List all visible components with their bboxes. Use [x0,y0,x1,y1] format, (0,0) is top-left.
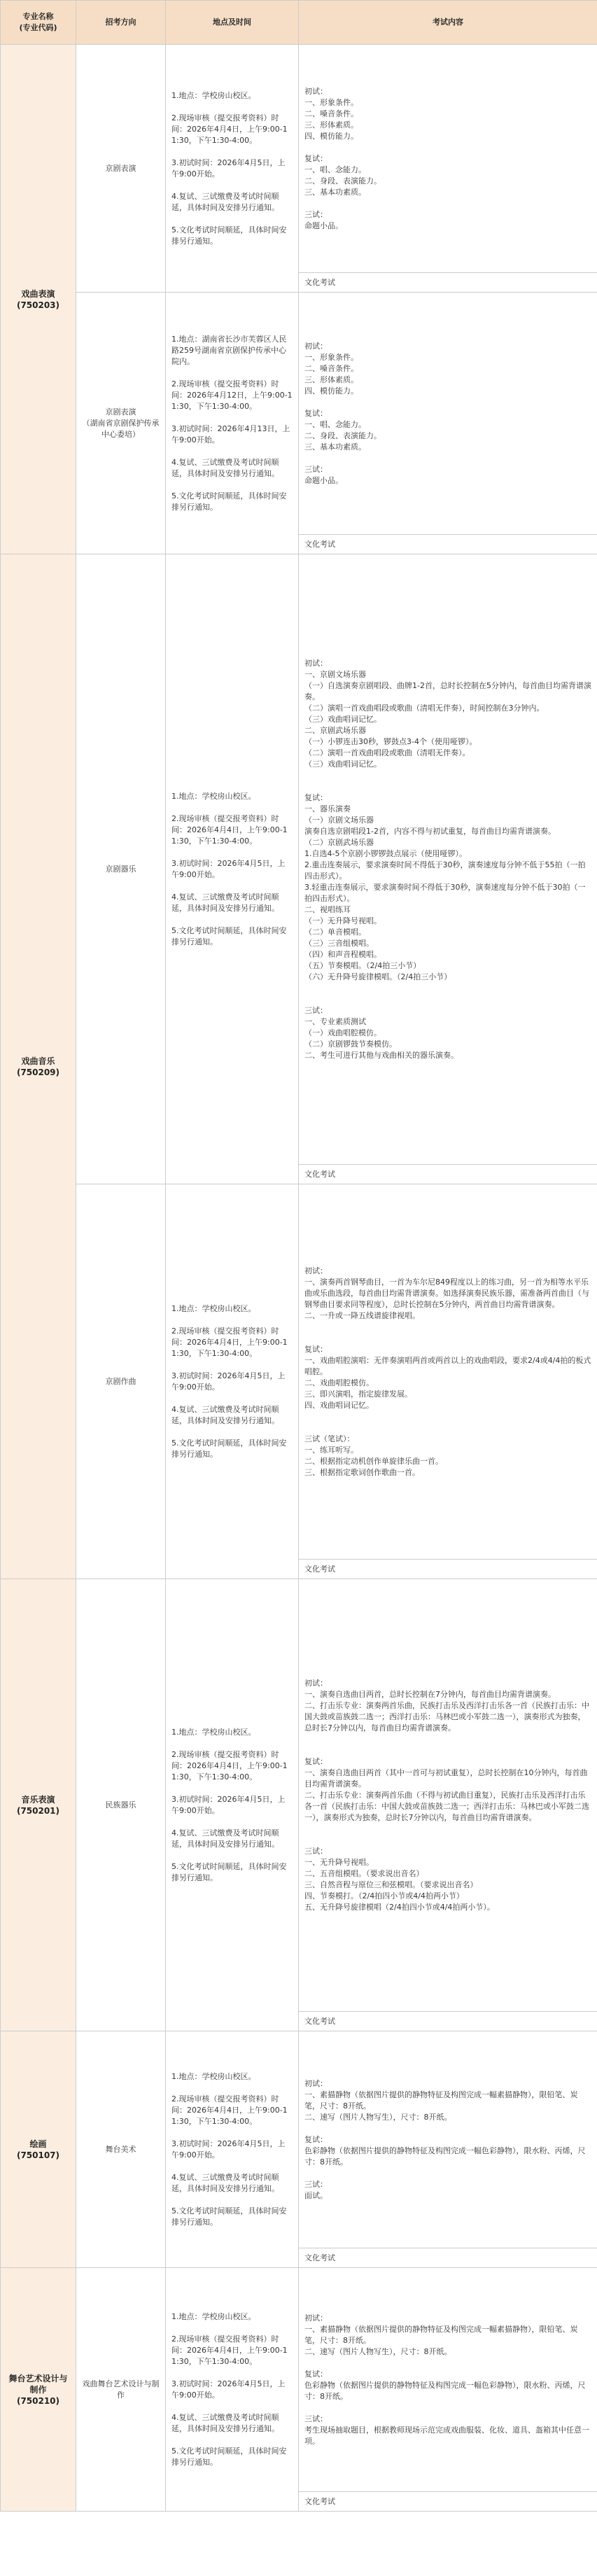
exam-content-cell: 初试： 一、演奏两首钢琴曲目，一首为车尔尼849程度以上的练习曲，另一首为相等水平乐曲或乐曲选段，每首曲目均需背谱演奏。如选择演奏民族乐器，需准备两首曲目（与钢琴曲目要求同等程度），总时长控制在5分钟内，两首曲目均需背谱演奏。 二、一升或一降五线谱旋律视唱。 复试： 一、戏曲唱腔演唱：无伴奏演唱两首或两首以上的戏曲唱段，要求2/4或4/4拍的板式唱腔。 二、戏曲唱腔模仿。 三、即兴演唱，指定旋律发展。 四、戏曲唱词记忆。 三试（笔试）： 一、练耳听写。 二、根据指定动机创作单旋律乐曲一首。 三、根据指定歌词创作歌曲一首。 [299,1184,597,1560]
culture-exam-cell: 文化考试 [299,1165,597,1184]
exam-content-cell: 初试： 一、形象条件。 二、嗓音条件。 三、形体素质。 四、模仿能力。 复试： 一、唱、念能力。 二、身段、表演能力。 三、基本功素质。 三试： 命题小品。 [299,293,597,535]
place-time-cell: 1.地点：湖南省长沙市芙蓉区人民路259号湖南省京剧保护传承中心院内。 2.现场审核（提交报考资料）时间：2026年4月12日，上午9:00-11:30，下午1:30-4:00。 3.初试时间：2026年4月13日，上午9:00开始。 4.复试、三试缴费及考试时间顺延，具体时间及安排另行通知。 5.文化考试时间顺延，具体时间安排另行通知。 [166,293,299,554]
direction-cell: 戏曲舞台艺术设计与制作 [76,2268,166,2512]
direction-cell: 京剧表演 [76,45,166,293]
culture-exam-cell: 文化考试 [299,535,597,554]
direction-cell: 京剧作曲 [76,1184,166,1579]
major-name: 舞台艺术设计与制作 (750210) [1,2268,76,2512]
table-row [1,2031,597,2248]
header-content: 考试内容 [299,1,597,45]
table-row [1,2268,597,2492]
exam-content-cell: 初试： 一、演奏自选曲目两首，总时长控制在7分钟内，每首曲目均需背谱演奏。 二、打击乐专业：演奏两首乐曲，民族打击乐及西洋打击乐各一首（民族打击乐：中国大鼓或苗族鼓二选一；西洋打击乐：马林巴或小军鼓二选一），演奏形式为独奏，总时长7分钟以内，每首曲目均需背谱演奏。 复试： 一、演奏自选曲目两首（其中一首可与初试重复），总时长控制在10分钟内，每首曲目均需背谱演奏。 二、打击乐专业：演奏两首乐曲（不得与初试曲目重复），民族打击乐及西洋打击乐各一首（民族打击乐：中国大鼓或苗族鼓二选一；西洋打击乐：马林巴或小军鼓二选一），演奏形式为独奏，总时长7分钟以内，每首曲目均需背谱演奏。 三试： 一、无升降号视唱。 二、五音组模唱。（要求说出音名） 三、自然音程与原位三和弦模唱。（要求说出音名） 四、节奏模打。（2/4拍四小节或4/4拍两小节） 五、无升降号旋律模唱（2/4拍四小节或4/4拍两小节）。 [299,1579,597,2012]
direction-cell: 舞台美术 [76,2031,166,2268]
place-time-cell: 1.地点：学校房山校区。 2.现场审核（提交报考资料）时间：2026年4月4日，上午9:00-11:30，下午1:30-4:00。 3.初试时间：2026年4月5日，上午9:00开始。 4.复试、三试缴费及考试时间顺延，具体时间及安排另行通知。 5.文化考试时间顺延，具体时间安排另行通知。 [166,1579,299,2031]
header-major: 专业名称 (专业代码) [1,1,76,45]
major-name: 绘画 (750107) [1,2031,76,2268]
major-name: 戏曲音乐 (750209) [1,554,76,1579]
header-direction: 招考方向 [76,1,166,45]
table-row [1,1579,597,2012]
exam-content-cell: 初试： 一、素描静物（依据图片提供的静物特征及构图完成一幅素描静物），限铅笔、炭笔，尺寸：8开纸。 二、速写（图片人物写生），尺寸：8开纸。 复试： 色彩静物（依据图片提供的静物特征及构图完成一幅色彩静物），限水粉、丙烯，尺寸：8开纸。 三试： 面试。 [299,2031,597,2248]
table-row [1,1184,597,1560]
direction-cell: 民族器乐 [76,1579,166,2031]
culture-exam-cell: 文化考试 [299,2248,597,2268]
culture-exam-cell: 文化考试 [299,2492,597,2512]
place-time-cell: 1.地点：学校房山校区。 2.现场审核（提交报考资料）时间：2026年4月4日，上午9:00-11:30，下午1:30-4:00。 3.初试时间：2026年4月5日，上午9:00开始。 4.复试、三试缴费及考试时间顺延，具体时间及安排另行通知。 5.文化考试时间顺延，具体时间安排另行通知。 [166,554,299,1184]
direction-cell: 京剧器乐 [76,554,166,1184]
exam-content-cell: 初试： 一、京剧文场乐器 （一）自选演奏京剧唱段、曲牌1-2首，总时长控制在5分钟内，每首曲目均需背谱演奏。 （二）演唱一首戏曲唱段或歌曲（清唱无伴奏），时间控制在3分钟内。 （三）戏曲唱词记忆。 二、京剧武场乐器 （一）小锣连击30秒，锣鼓点3-4个（使用哑锣）。 （二）演唱一首戏曲唱段或歌曲（清唱无伴奏）。 （三）戏曲唱词记忆。 复试： 一、器乐演奏 （一）京剧文场乐器 演奏自选京剧唱段1-2首，内容不得与初试重复，每首曲目均需背谱演奏。 （二）京剧武场乐器 1.自选4-5个京剧小锣锣鼓点展示（使用哑锣）。 2.重击连奏展示，要求演奏时间不得低于30秒，演奏速度每分钟不低于55拍（一拍四击形式）。 3.轻重击连奏展示，要求演奏时间不得低于30秒，演奏速度每分钟不低于30拍（一拍四击形式）。 二、视唱练耳 （一）无升降号视唱。 （二）单音模唱。 （三）三音组模唱。 （四）和声音程模唱。 （五）节奏模唱。（2/4拍三小节） （六）无升降号旋律模唱。（2/4拍三小节） 三试： 一、专业素质测试 （一）戏曲唱腔模仿。 （二）京剧锣鼓节奏模仿。 二、考生可进行其他与戏曲相关的器乐演奏。 [299,554,597,1165]
place-time-cell: 1.地点：学校房山校区。 2.现场审核（提交报考资料）时间：2026年4月4日，上午9:00-11:30，下午1:30-4:00。 3.初试时间：2026年4月5日，上午9:00开始。 4.复试、三试缴费及考试时间顺延，具体时间及安排另行通知。 5.文化考试时间顺延，具体时间安排另行通知。 [166,2268,299,2512]
table-row [1,45,597,273]
culture-exam-cell: 文化考试 [299,2012,597,2031]
major-name: 戏曲表演 (750203) [1,45,76,554]
major-name: 音乐表演 (750201) [1,1579,76,2031]
table-row [1,293,597,535]
direction-cell: 京剧表演 （湖南省京剧保护传承中心委培） [76,293,166,554]
table-row [1,554,597,1165]
place-time-cell: 1.地点：学校房山校区。 2.现场审核（提交报考资料）时间：2026年4月4日，上午9:00-11:30，下午1:30-4:00。 3.初试时间：2026年4月5日，上午9:00开始。 4.复试、三试缴费及考试时间顺延，具体时间及安排另行通知。 5.文化考试时间顺延，具体时间安排另行通知。 [166,1184,299,1579]
exam-content-cell: 初试： 一、素描静物（依据图片提供的静物特征及构图完成一幅素描静物），限铅笔、炭笔，尺寸：8开纸。 二、速写（图片人物写生），尺寸：8开纸。 复试： 色彩静物（依据图片提供的静物特征及构图完成一幅色彩静物），限水粉、丙烯，尺寸：8开纸。 三试： 考生现场抽取题目，根据教师现场示范完成戏曲服装、化妆、道具、盔箱其中任意一项。 [299,2268,597,2492]
culture-exam-cell: 文化考试 [299,273,597,293]
exam-content-cell: 初试： 一、形象条件。 二、嗓音条件。 三、形体素质。 四、模仿能力。 复试： 一、唱、念能力。 二、身段、表演能力。 三、基本功素质。 三试： 命题小品。 [299,45,597,273]
place-time-cell: 1.地点：学校房山校区。 2.现场审核（提交报考资料）时间：2026年4月4日，上午9:00-11:30，下午1:30-4:00。 3.初试时间：2026年4月5日，上午9:00开始。 4.复试、三试缴费及考试时间顺延，具体时间及安排另行通知。 5.文化考试时间顺延，具体时间安排另行通知。 [166,45,299,293]
header-place-time: 地点及时间 [166,1,299,45]
table-header-row [1,1,597,45]
culture-exam-cell: 文化考试 [299,1560,597,1579]
place-time-cell: 1.地点：学校房山校区。 2.现场审核（提交报考资料）时间：2026年4月4日，上午9:00-11:30，下午1:30-4:00。 3.初试时间：2026年4月5日，上午9:00开始。 4.复试、三试缴费及考试时间顺延，具体时间及安排另行通知。 5.文化考试时间顺延，具体时间安排另行通知。 [166,2031,299,2268]
